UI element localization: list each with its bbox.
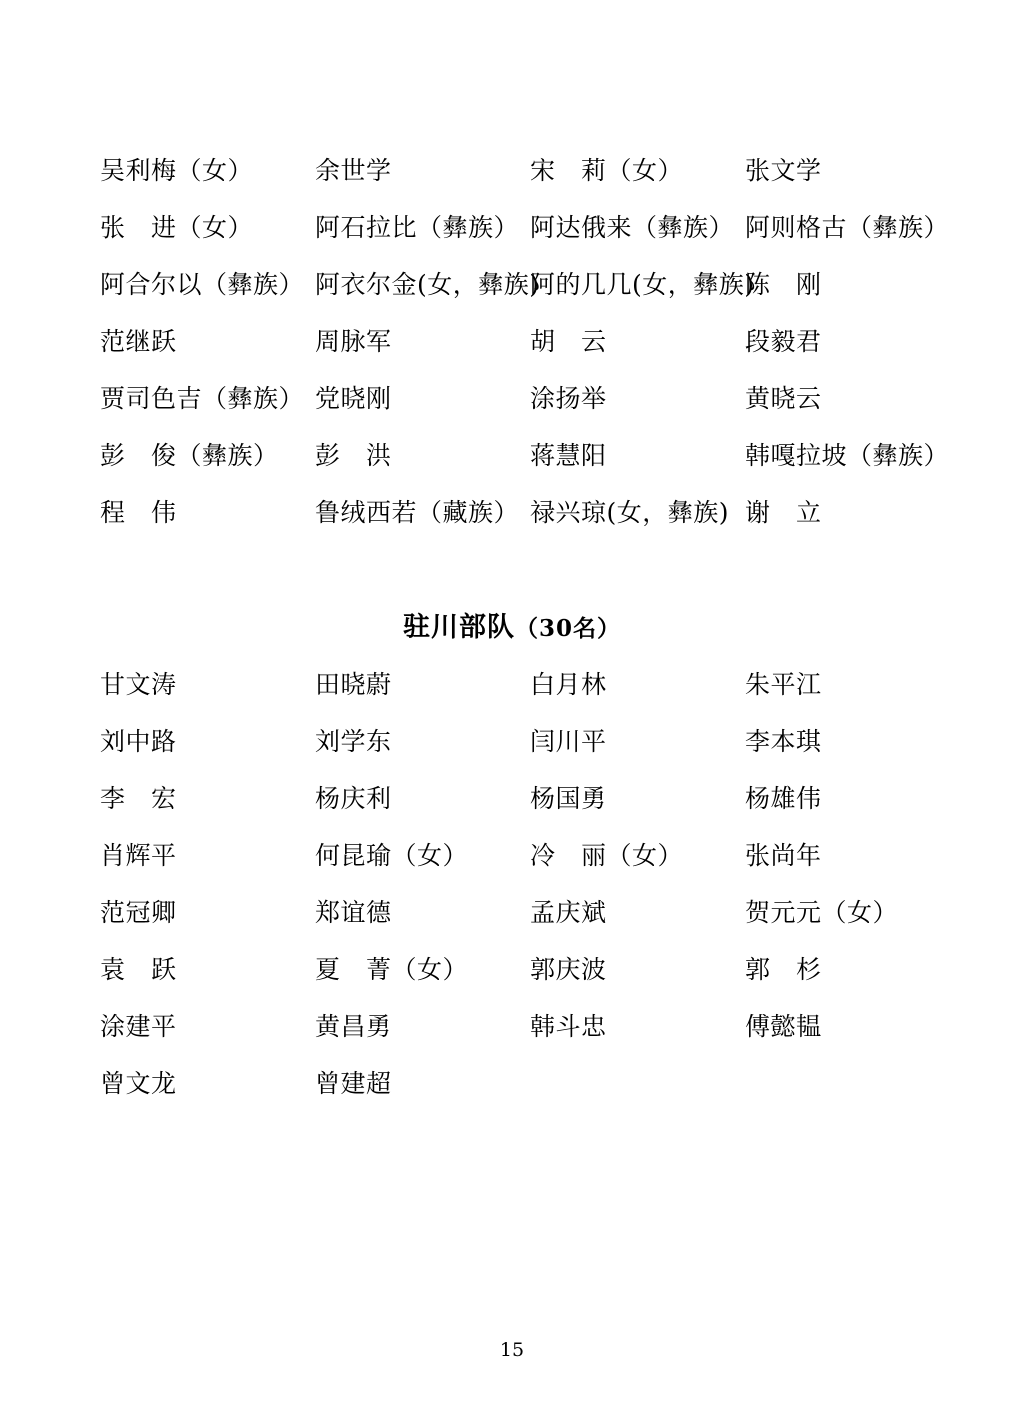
table-row (80, 368, 960, 425)
table-row (80, 311, 960, 368)
name-cell: 张 进（女） (100, 212, 254, 242)
name-cell: 何昆瑜（女） (315, 840, 469, 870)
name-cell: 阿的几几(女，彝族) (530, 269, 755, 299)
table-row (80, 825, 960, 882)
name-cell: 周脉军 (315, 326, 392, 356)
name-cell: 孟庆斌 (530, 897, 607, 927)
name-cell: 涂扬举 (530, 383, 607, 413)
name-cell: 阿达俄来（彝族） (530, 212, 735, 242)
name-cell: 彭 俊（彝族） (100, 440, 279, 470)
name-cell: 冷 丽（女） (530, 840, 684, 870)
name-cell: 朱平江 (745, 669, 822, 699)
table-row (80, 482, 960, 539)
table-row (80, 654, 960, 711)
name-cell: 刘学东 (315, 726, 392, 756)
name-cell: 甘文涛 (100, 669, 177, 699)
name-cell: 李 宏 (100, 783, 177, 813)
table-row (80, 1053, 960, 1110)
name-cell: 袁 跃 (100, 954, 177, 984)
name-cell: 陈 刚 (745, 269, 822, 299)
name-cell: 张文学 (745, 155, 822, 185)
name-cell: 谢 立 (745, 497, 822, 527)
name-cell: 刘中路 (100, 726, 177, 756)
name-cell: 贾司色吉（彝族） (100, 383, 305, 413)
name-cell: 曾建超 (315, 1068, 392, 1098)
name-cell: 李本琪 (745, 726, 822, 756)
name-cell: 胡 云 (530, 326, 607, 356)
name-cell: 郭 杉 (745, 954, 822, 984)
name-cell: 黄昌勇 (315, 1011, 392, 1041)
name-cell: 宋 莉（女） (530, 155, 684, 185)
name-cell: 阿合尔以（彝族） (100, 269, 305, 299)
section-title-text: 驻川部队 (402, 612, 515, 643)
name-cell: 彭 洪 (315, 440, 392, 470)
table-row (80, 254, 960, 311)
name-cell: 傅懿韫 (745, 1011, 822, 1041)
name-cell: 田晓蔚 (315, 669, 392, 699)
name-cell (530, 1053, 745, 1110)
name-cell: 杨雄伟 (745, 783, 822, 813)
name-cell: 肖辉平 (100, 840, 177, 870)
name-cell: 党晓刚 (315, 383, 392, 413)
name-list-table-2 (80, 654, 960, 1110)
name-cell: 阿石拉比（彝族） (315, 212, 520, 242)
section-count-label: （30名） (514, 615, 621, 642)
name-cell: 鲁绒西若（藏族） (315, 497, 520, 527)
table-row (80, 939, 960, 996)
name-cell: 余世学 (315, 155, 392, 185)
table-row (80, 197, 960, 254)
table-row (80, 425, 960, 482)
name-cell: 阿则格古（彝族） (745, 212, 950, 242)
name-list-table-1 (80, 140, 960, 539)
name-cell: 贺元元（女） (745, 897, 899, 927)
page-number: 15 (499, 1339, 525, 1361)
table-row (80, 996, 960, 1053)
name-cell: 黄晓云 (745, 383, 822, 413)
name-cell: 涂建平 (100, 1011, 177, 1041)
table-row (80, 882, 960, 939)
table-row (80, 140, 960, 197)
name-cell: 韩斗忠 (530, 1011, 607, 1041)
name-cell: 范冠卿 (100, 897, 177, 927)
name-cell: 范继跃 (100, 326, 177, 356)
name-cell: 闫川平 (530, 726, 607, 756)
name-cell: 杨国勇 (530, 783, 607, 813)
name-cell: 韩嘎拉坡（彝族） (745, 440, 950, 470)
table-row (80, 711, 960, 768)
name-cell: 杨庆利 (315, 783, 392, 813)
name-cell: 段毅君 (745, 326, 822, 356)
name-cell: 夏 菁（女） (315, 954, 469, 984)
name-cell: 阿衣尔金(女，彝族) (315, 269, 540, 299)
name-cell: 禄兴琼(女，彝族) (530, 497, 730, 527)
name-cell: 吴利梅（女） (100, 155, 254, 185)
name-cell: 蒋慧阳 (530, 440, 607, 470)
name-cell: 郭庆波 (530, 954, 607, 984)
table-body-1 (80, 140, 960, 539)
name-cell (745, 1053, 960, 1110)
name-cell: 白月林 (530, 669, 607, 699)
name-cell: 郑谊德 (315, 897, 392, 927)
section-heading-driver-troops (80, 605, 944, 644)
table-body-2 (80, 654, 960, 1110)
name-cell: 张尚年 (745, 840, 822, 870)
table-row (80, 768, 960, 825)
name-cell: 曾文龙 (100, 1068, 177, 1098)
name-cell: 程 伟 (100, 497, 177, 527)
